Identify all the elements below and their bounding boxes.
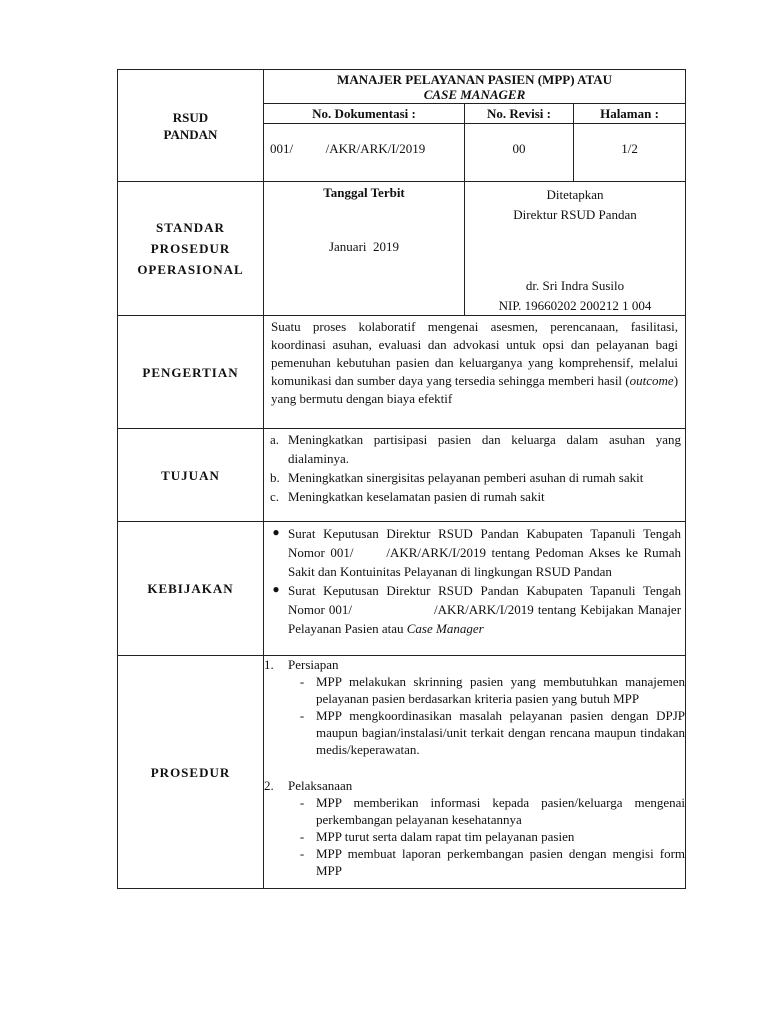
kebijakan-content xyxy=(264,522,686,656)
revision-label: No. Revisi : xyxy=(465,104,574,124)
pengertian-label: PENGERTIAN xyxy=(118,316,264,429)
issue-date-value: Januari 2019 xyxy=(328,239,400,254)
step-marker: 1. xyxy=(264,657,274,672)
document-title xyxy=(264,70,686,104)
document-title-line1: MANAJER PELAYANAN PASIEN (MPP) ATAU xyxy=(337,72,612,87)
hospital-name xyxy=(118,70,264,182)
sop-label xyxy=(118,182,264,316)
doc-number-label: No. Dokumentasi : xyxy=(264,104,465,124)
issue-date-cell xyxy=(264,182,465,316)
sop-label-line2: PROSEDUR xyxy=(150,241,231,256)
procedure-item-text: MPP membuat laporan perkembangan pasien dengan mengisi form MPP xyxy=(316,846,686,878)
list-item xyxy=(264,524,685,581)
list-text xyxy=(288,581,685,638)
list-text: Meningkatkan partisipasi pasien dan keluarga dalam asuhan yang dialaminya. xyxy=(288,432,682,466)
hospital-name-line1: RSUD xyxy=(172,109,209,125)
signer-nip: NIP. 19660202 200212 1 004 xyxy=(498,298,652,313)
list-text: Meningkatkan sinergisitas pelayanan pemberi asuhan di rumah sakit xyxy=(288,470,644,485)
tujuan-label: TUJUAN xyxy=(118,429,264,522)
dash-marker: - xyxy=(299,829,305,844)
list-text: Meningkatkan keselamatan pasien di rumah sakit xyxy=(288,489,545,504)
kebijakan-list xyxy=(264,524,685,638)
dash-marker: - xyxy=(299,708,305,723)
list-marker: a. xyxy=(270,432,280,447)
procedure-item xyxy=(288,707,685,758)
doc-number-value: 001/ /AKR/ARK/I/2019 xyxy=(264,124,465,182)
procedure-item xyxy=(288,673,685,707)
list-item xyxy=(264,487,681,506)
approval-cell xyxy=(465,182,686,316)
list-text-italic: Case Manager xyxy=(406,621,484,636)
signer-name: dr. Sri Indra Susilo xyxy=(525,278,625,293)
approval-by: Direktur RSUD Pandan xyxy=(513,207,637,222)
sop-table xyxy=(117,69,686,889)
step-marker: 2. xyxy=(264,778,274,793)
page-value: 1/2 xyxy=(574,124,686,182)
kebijakan-label: KEBIJAKAN xyxy=(118,522,264,656)
issue-date-label: Tanggal Terbit xyxy=(323,185,405,200)
pengertian-text-part1: Suatu proses kolaboratif mengenai asesmen, perencanaan, fasilitasi, koordinasi asuhan, evaluasi dan advokasi untuk opsi dan pelayanan bagi pemenuhan kebutuhan pasien dan keluarganya yang komprehensif, melalui komunikasi dan sumber daya yang tersedia sehingga memberi hasil ( xyxy=(271,319,679,388)
procedure-item xyxy=(288,794,685,828)
dash-marker: - xyxy=(299,795,305,810)
hospital-name-line2: PANDAN xyxy=(163,126,218,142)
tujuan-list xyxy=(264,430,685,506)
pengertian-text-part2: ) yang bermutu dengan biaya efektif xyxy=(271,373,679,406)
procedure-item-text: MPP mengkoordinasikan masalah pelayanan pasien dengan DPJP maupun bagian/instalasi/unit terkait dengan rencana maupun tindakan medis/keperawatan. xyxy=(316,708,686,757)
procedure-item-text: MPP memberikan informasi kepada pasien/keluarga mengenai perkembangan pelayanan kesehatannya xyxy=(316,795,686,827)
sop-label-line1: STANDAR xyxy=(156,220,225,235)
step-title: Pelaksanaan xyxy=(288,778,353,793)
tujuan-content xyxy=(264,429,686,522)
list-item xyxy=(264,468,681,487)
bullet-icon: ● xyxy=(272,582,280,596)
list-text: Surat Keputusan Direktur RSUD Pandan Kabupaten Tapanuli Tengah Nomor 001/ /AKR/ARK/I/2019 tentang Pedoman Akses ke Rumah Sakit dan Kontuinitas Pelayanan di lingkungan RSUD Pandan xyxy=(288,526,685,579)
page-label: Halaman : xyxy=(574,104,686,124)
procedure-item-text: MPP melakukan skrinning pasien yang membutuhkan manajemen pelayanan pasien berdasarkan kriteria pasien yang butuh MPP xyxy=(316,674,686,706)
list-item xyxy=(264,430,681,468)
revision-value: 00 xyxy=(465,124,574,182)
pengertian-text-italic: outcome xyxy=(629,373,674,388)
procedure-step xyxy=(264,656,685,673)
procedure-step xyxy=(264,777,685,794)
list-marker: b. xyxy=(270,470,280,485)
sop-label-line3: OPERASIONAL xyxy=(137,262,244,277)
prosedur-label: PROSEDUR xyxy=(118,656,264,889)
procedure-item xyxy=(288,845,685,879)
bullet-icon: ● xyxy=(272,525,280,539)
list-text-part: Surat Keputusan Direktur RSUD Pandan Kabupaten Tapanuli Tengah Nomor 001/ /AKR/ARK/I/2019 tentang Kebijakan Manajer Pelayanan Pasien atau xyxy=(288,583,685,636)
step-title: Persiapan xyxy=(288,657,339,672)
procedure-item-text: MPP turut serta dalam rapat tim pelayanan pasien xyxy=(316,829,575,844)
pengertian-text xyxy=(264,316,686,429)
approval-label: Ditetapkan xyxy=(546,187,604,202)
procedure-item xyxy=(288,828,685,845)
list-marker: c. xyxy=(270,489,280,504)
list-item xyxy=(264,581,685,638)
dash-marker: - xyxy=(299,846,305,861)
dash-marker: - xyxy=(299,674,305,689)
document-title-line2: CASE MANAGER xyxy=(423,87,526,102)
prosedur-content xyxy=(264,656,686,889)
